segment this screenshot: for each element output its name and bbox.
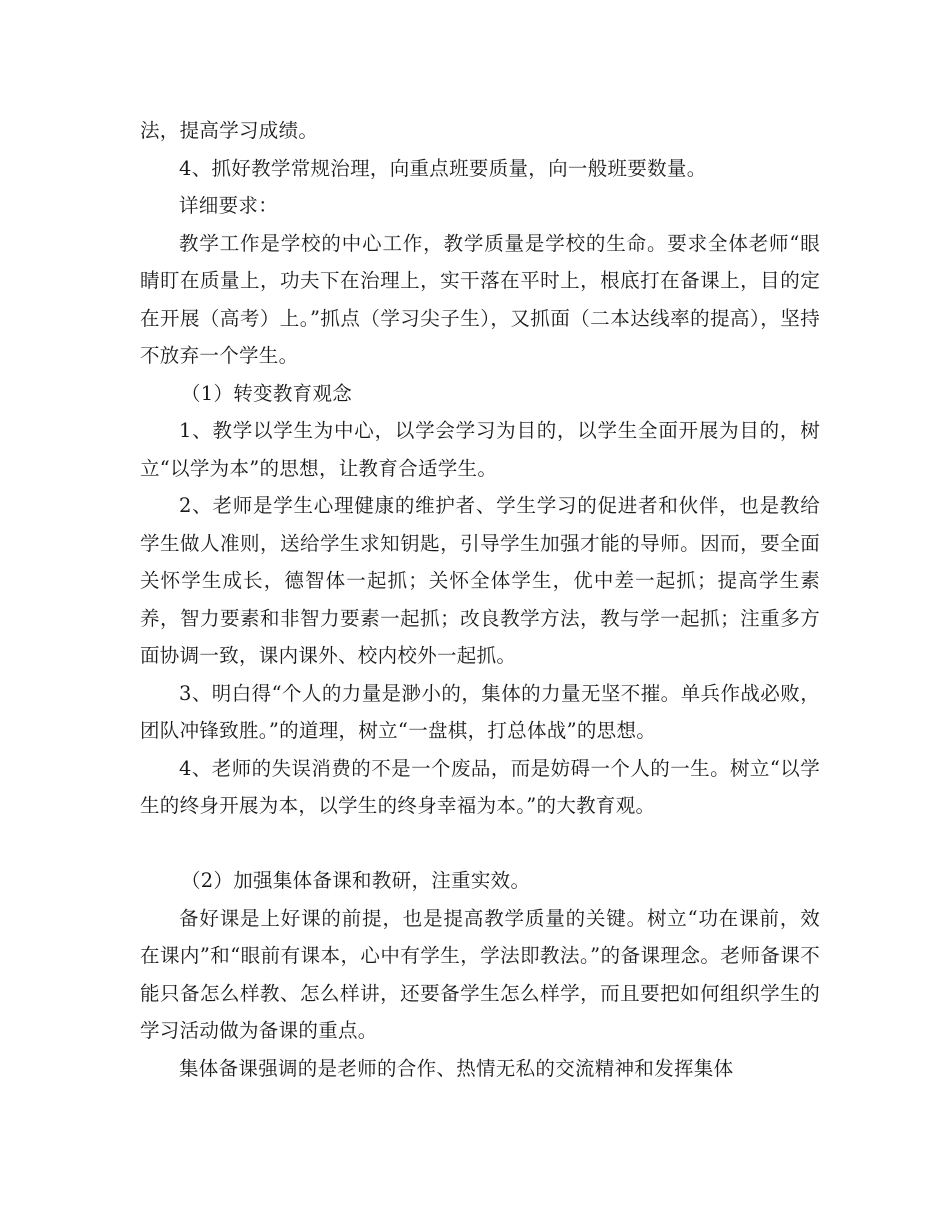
document-body <box>140 112 820 1087</box>
section-heading-1: （1）转变教育观念 <box>180 381 353 405</box>
paragraph-point-2: 2、老师是学生心理健康的维护者、学生学习的促进者和伙伴，也是教给学生做人准则，送给学生求知钥匙，引导学生加强才能的导师。因而，要全面关怀学生成长，德智体一起抓；关怀全体学生，优中差一起抓；提高学生素养，智力要素和非智力要素一起抓；改良教学方法，教与学一起抓；注重多方面协调一致，课内课外、校内校外一起抓。 <box>140 494 820 667</box>
paragraph-item-4: 4、抓好教学常规治理，向重点班要质量，向一般班要数量。 <box>179 156 707 180</box>
paragraph-lesson-prep: 备好课是上好课的前提，也是提高教学质量的关键。树立“功在课前，效在课内”和“眼前有课本，心中有学生，学法即教法。”的备课理念。老师备课不能只备怎么样教、怎么样讲，还要备学生怎么样学，而且要把如何组织学生的学习活动做为备课的重点。 <box>140 906 820 1042</box>
paragraph-teaching-quality: 教学工作是学校的中心工作，教学质量是学校的生命。要求全体老师“眼睛盯在质量上，功夫下在治理上，实干落在平时上，根底打在备课上，目的定在开展（高考）上。”抓点（学习尖子生），又抓面（二本达线率的提高），坚持不放弃一个学生。 <box>140 231 820 367</box>
paragraph-heading-requirements: 详细要求： <box>179 194 279 217</box>
paragraph-point-3: 3、明白得“个人的力量是渺小的，集体的力量无坚不摧。单兵作战必败，团队冲锋致胜。”的道理，树立“一盘棋，打总体战”的思想。 <box>140 681 820 742</box>
paragraph-point-4: 4、老师的失误消费的不是一个废品，而是妨碍一个人的一生。树立“以学生的终身开展为本，以学生的终身幸福为本。”的大教育观。 <box>140 756 820 817</box>
paragraph-point-1: 1、教学以学生为中心，以学会学习为目的，以学生全面开展为目的，树立“以学为本”的思想，让教育合适学生。 <box>140 419 820 480</box>
paragraph-collective-prep: 集体备课强调的是老师的合作、热情无私的交流精神和发挥集体 <box>179 1056 734 1080</box>
section-heading-2: （2）加强集体备课和教研，注重实效。 <box>180 869 531 892</box>
paragraph-continuation: 法，提高学习成绩。 <box>140 119 319 142</box>
blank-line <box>140 825 820 863</box>
